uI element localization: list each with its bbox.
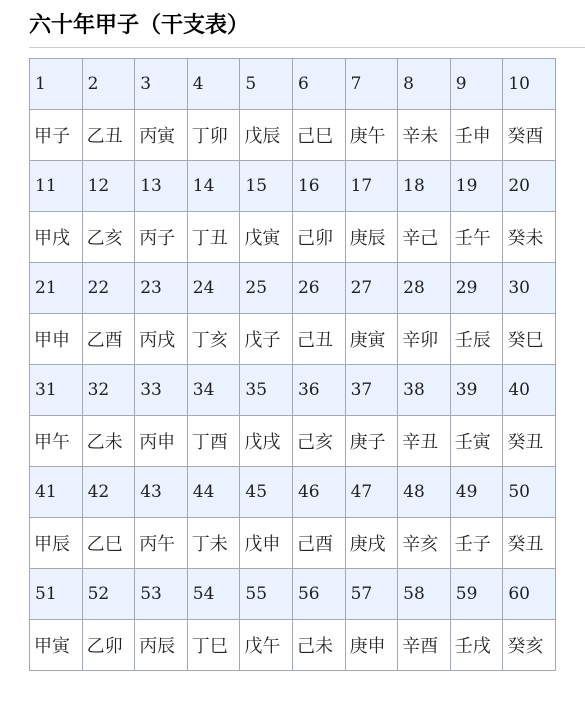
year-number-cell: 19: [450, 161, 503, 212]
year-number-cell: 54: [187, 569, 240, 620]
year-number-cell: 45: [240, 467, 293, 518]
ganzhi-row: [30, 212, 556, 263]
ganzhi-cell: 辛未: [398, 110, 451, 161]
ganzhi-cell: 丙戌: [135, 314, 188, 365]
ganzhi-cell: 丁丑: [187, 212, 240, 263]
year-number-cell: 27: [345, 263, 398, 314]
ganzhi-cell: 丙申: [135, 416, 188, 467]
year-number-cell: 37: [345, 365, 398, 416]
ganzhi-cell: 丁酉: [187, 416, 240, 467]
ganzhi-cell: 壬子: [450, 518, 503, 569]
year-number-cell: 22: [82, 263, 135, 314]
ganzhi-cell: 癸丑: [503, 518, 556, 569]
ganzhi-cell: 甲申: [30, 314, 83, 365]
ganzhi-row: [30, 518, 556, 569]
ganzhi-row: [30, 416, 556, 467]
number-row: [30, 263, 556, 314]
ganzhi-cell: 戊申: [240, 518, 293, 569]
ganzhi-cell: 甲午: [30, 416, 83, 467]
ganzhi-cell: 庚辰: [345, 212, 398, 263]
ganzhi-cell: 戊子: [240, 314, 293, 365]
year-number-cell: 7: [345, 59, 398, 110]
ganzhi-cell: 丙午: [135, 518, 188, 569]
number-row: [30, 59, 556, 110]
year-number-cell: 13: [135, 161, 188, 212]
ganzhi-cell: 己未: [292, 620, 345, 671]
ganzhi-cell: 丙寅: [135, 110, 188, 161]
year-number-cell: 44: [187, 467, 240, 518]
year-number-cell: 9: [450, 59, 503, 110]
year-number-cell: 43: [135, 467, 188, 518]
ganzhi-row: [30, 110, 556, 161]
ganzhi-cell: 乙丑: [82, 110, 135, 161]
ganzhi-row: [30, 314, 556, 365]
ganzhi-cell: 己酉: [292, 518, 345, 569]
year-number-cell: 38: [398, 365, 451, 416]
year-number-cell: 48: [398, 467, 451, 518]
ganzhi-cell: 辛亥: [398, 518, 451, 569]
year-number-cell: 1: [30, 59, 83, 110]
year-number-cell: 31: [30, 365, 83, 416]
year-number-cell: 60: [503, 569, 556, 620]
year-number-cell: 30: [503, 263, 556, 314]
ganzhi-cell: 庚戌: [345, 518, 398, 569]
year-number-cell: 55: [240, 569, 293, 620]
ganzhi-cell: 癸未: [503, 212, 556, 263]
ganzhi-cell: 己巳: [292, 110, 345, 161]
ganzhi-table-body: [30, 59, 556, 671]
year-number-cell: 39: [450, 365, 503, 416]
ganzhi-cell: 己卯: [292, 212, 345, 263]
year-number-cell: 14: [187, 161, 240, 212]
ganzhi-cell: 壬寅: [450, 416, 503, 467]
year-number-cell: 5: [240, 59, 293, 110]
year-number-cell: 18: [398, 161, 451, 212]
number-row: [30, 569, 556, 620]
year-number-cell: 11: [30, 161, 83, 212]
ganzhi-cell: 辛丑: [398, 416, 451, 467]
ganzhi-cell: 壬辰: [450, 314, 503, 365]
year-number-cell: 15: [240, 161, 293, 212]
year-number-cell: 28: [398, 263, 451, 314]
year-number-cell: 32: [82, 365, 135, 416]
year-number-cell: 42: [82, 467, 135, 518]
ganzhi-cell: 甲寅: [30, 620, 83, 671]
ganzhi-cell: 丁卯: [187, 110, 240, 161]
ganzhi-cell: 戊戌: [240, 416, 293, 467]
ganzhi-cell: 壬戌: [450, 620, 503, 671]
ganzhi-cell: 丙辰: [135, 620, 188, 671]
year-number-cell: 52: [82, 569, 135, 620]
ganzhi-cell: 庚午: [345, 110, 398, 161]
ganzhi-cell: 甲子: [30, 110, 83, 161]
ganzhi-cell: 乙巳: [82, 518, 135, 569]
title-divider: [29, 47, 585, 48]
year-number-cell: 26: [292, 263, 345, 314]
year-number-cell: 57: [345, 569, 398, 620]
ganzhi-cell: 丁亥: [187, 314, 240, 365]
ganzhi-cell: 乙酉: [82, 314, 135, 365]
ganzhi-cell: 庚子: [345, 416, 398, 467]
year-number-cell: 36: [292, 365, 345, 416]
year-number-cell: 29: [450, 263, 503, 314]
ganzhi-cell: 壬申: [450, 110, 503, 161]
year-number-cell: 23: [135, 263, 188, 314]
ganzhi-cell: 辛酉: [398, 620, 451, 671]
year-number-cell: 47: [345, 467, 398, 518]
year-number-cell: 59: [450, 569, 503, 620]
year-number-cell: 49: [450, 467, 503, 518]
year-number-cell: 20: [503, 161, 556, 212]
year-number-cell: 46: [292, 467, 345, 518]
ganzhi-cell: 戊辰: [240, 110, 293, 161]
ganzhi-cell: 丁巳: [187, 620, 240, 671]
year-number-cell: 6: [292, 59, 345, 110]
ganzhi-cell: 己亥: [292, 416, 345, 467]
ganzhi-cell: 庚寅: [345, 314, 398, 365]
ganzhi-cell: 癸巳: [503, 314, 556, 365]
ganzhi-cell: 丙子: [135, 212, 188, 263]
page-title: 六十年甲子（干支表）: [29, 13, 250, 38]
ganzhi-cell: 癸丑: [503, 416, 556, 467]
year-number-cell: 33: [135, 365, 188, 416]
ganzhi-cell: 庚申: [345, 620, 398, 671]
year-number-cell: 50: [503, 467, 556, 518]
year-number-cell: 56: [292, 569, 345, 620]
year-number-cell: 21: [30, 263, 83, 314]
ganzhi-cell: 戊午: [240, 620, 293, 671]
year-number-cell: 58: [398, 569, 451, 620]
year-number-cell: 8: [398, 59, 451, 110]
ganzhi-cell: 乙卯: [82, 620, 135, 671]
year-number-cell: 24: [187, 263, 240, 314]
ganzhi-cell: 癸酉: [503, 110, 556, 161]
number-row: [30, 467, 556, 518]
year-number-cell: 41: [30, 467, 83, 518]
year-number-cell: 34: [187, 365, 240, 416]
year-number-cell: 35: [240, 365, 293, 416]
ganzhi-cell: 乙亥: [82, 212, 135, 263]
ganzhi-row: [30, 620, 556, 671]
year-number-cell: 12: [82, 161, 135, 212]
year-number-cell: 4: [187, 59, 240, 110]
ganzhi-cell: 甲辰: [30, 518, 83, 569]
ganzhi-cell: 癸亥: [503, 620, 556, 671]
ganzhi-cell: 甲戌: [30, 212, 83, 263]
ganzhi-cell: 辛卯: [398, 314, 451, 365]
number-row: [30, 365, 556, 416]
ganzhi-cell: 壬午: [450, 212, 503, 263]
year-number-cell: 25: [240, 263, 293, 314]
ganzhi-cell: 辛己: [398, 212, 451, 263]
year-number-cell: 51: [30, 569, 83, 620]
ganzhi-cell: 乙未: [82, 416, 135, 467]
ganzhi-cell: 丁未: [187, 518, 240, 569]
year-number-cell: 2: [82, 59, 135, 110]
ganzhi-cell: 己丑: [292, 314, 345, 365]
year-number-cell: 17: [345, 161, 398, 212]
year-number-cell: 10: [503, 59, 556, 110]
ganzhi-cell: 戊寅: [240, 212, 293, 263]
year-number-cell: 40: [503, 365, 556, 416]
number-row: [30, 161, 556, 212]
year-number-cell: 3: [135, 59, 188, 110]
year-number-cell: 16: [292, 161, 345, 212]
year-number-cell: 53: [135, 569, 188, 620]
ganzhi-table: [29, 58, 556, 671]
